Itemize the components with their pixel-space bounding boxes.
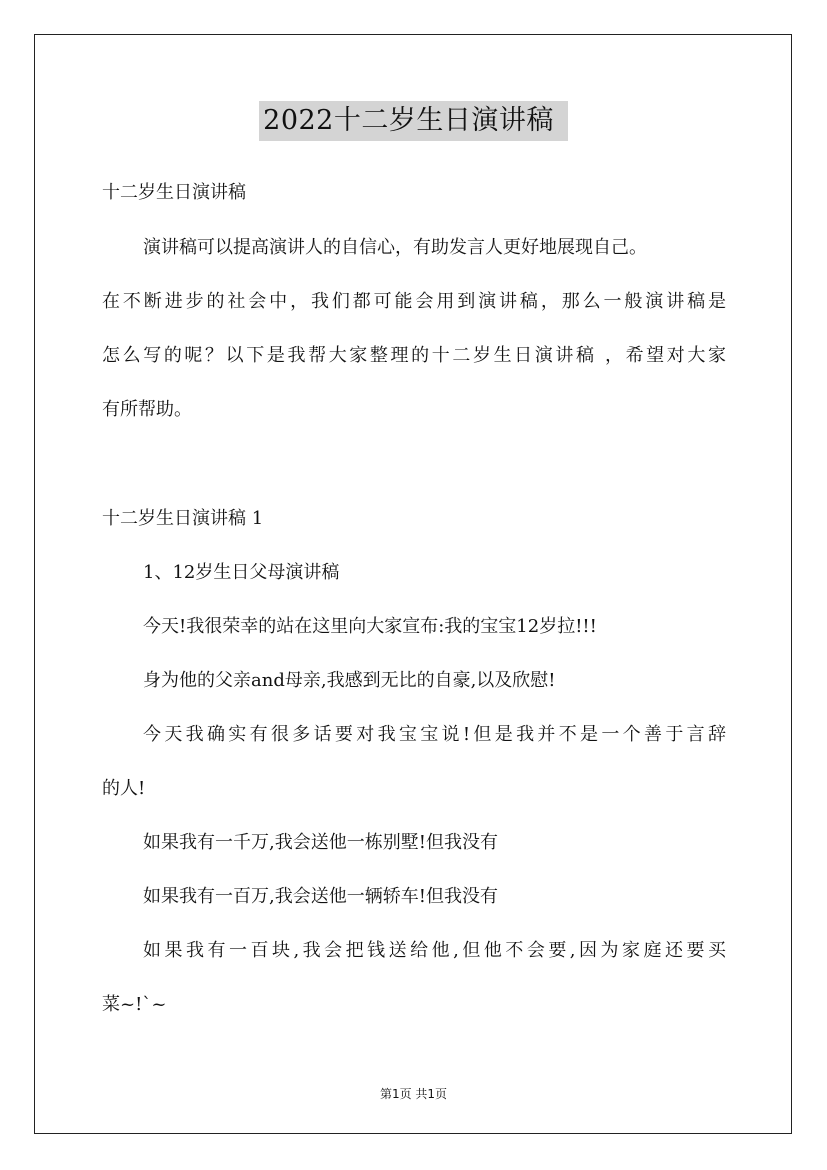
body-line-9: 菜~!`~ (102, 994, 167, 1015)
body-line-8: 如果我有一百块,我会把钱送给他,但他不会要,因为家庭还要买 (143, 940, 726, 961)
page-footer: 第1页 共1页 (379, 1087, 448, 1101)
section-heading: 十二岁生日演讲稿 1 (102, 508, 264, 529)
intro-line-3: 怎么写的呢？以下是我帮大家整理的十二岁生日演讲稿 ，希望对大家 (102, 345, 726, 366)
body-line-4: 今天我确实有很多话要对我宝宝说!但是我并不是一个善于言辞 (143, 724, 726, 745)
body-line-2: 今天!我很荣幸的站在这里向大家宣布:我的宝宝12岁拉!!! (143, 616, 597, 637)
body-line-5: 的人! (102, 778, 146, 799)
body-line-6: 如果我有一千万,我会送他一栋别墅!但我没有 (143, 832, 498, 853)
body-line-3: 身为他的父亲and母亲,我感到无比的自豪,以及欣慰! (143, 670, 556, 691)
intro-line-1: 演讲稿可以提高演讲人的自信心，有助发言人更好地展现自己。 (143, 237, 647, 258)
document-title-wrapper (0, 101, 827, 141)
intro-line-4: 有所帮助。 (102, 399, 192, 420)
document-title: 2022十二岁生日演讲稿 (259, 101, 568, 141)
body-line-1: 1、12岁生日父母演讲稿 (143, 562, 340, 583)
body-line-7: 如果我有一百万,我会送他一辆轿车!但我没有 (143, 886, 498, 907)
subtitle: 十二岁生日演讲稿 (102, 182, 246, 203)
intro-line-2: 在不断进步的社会中，我们都可能会用到演讲稿，那么一般演讲稿是 (102, 291, 726, 312)
